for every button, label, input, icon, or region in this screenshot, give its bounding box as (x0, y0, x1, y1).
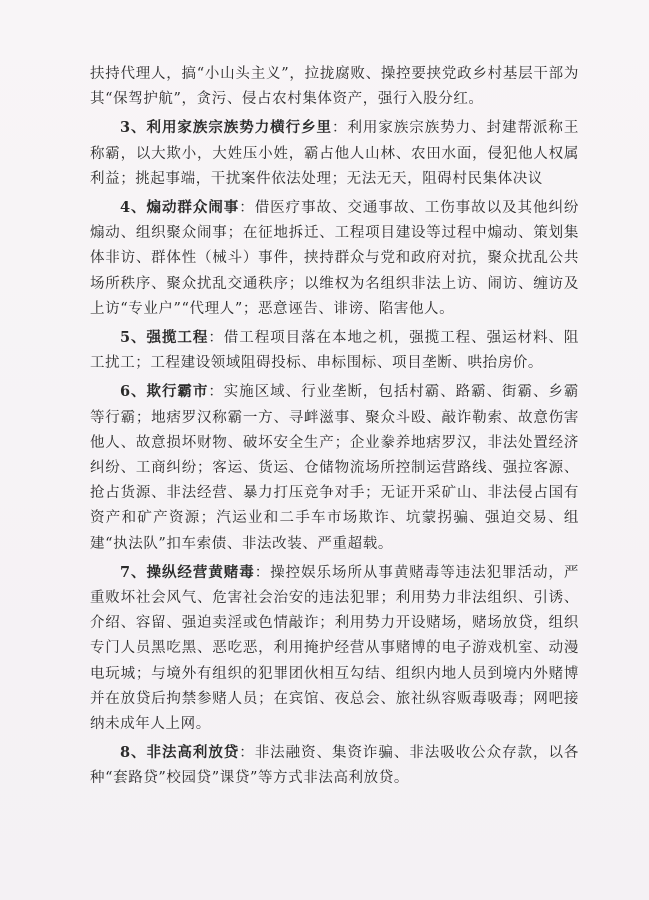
item-text: ：借医疗事故、交通事故、工伤事故以及其他纠纷煽动、组织聚众闹事；在征地拆迁、工程项目建设等过程中煽动、策划集体非访、群体性（械斗）事件，挟持群众与党和政府对抗，聚众扰乱公共场所秩序、聚众扰乱交通秩序；以维权为名组织非法上访、闹访、缠访及上访“专业户”“代理人”；恶意诬告、诽谤、陷害他人。 (90, 200, 579, 317)
item-heading: 4、煽动群众闹事 (120, 199, 240, 217)
paragraph-continuation (90, 62, 579, 112)
item-text: ：非法融资、集资诈骗、非法吸收公众存款，以各种“套路贷”校园贷”课贷”等方式非法高利放贷。 (90, 745, 579, 787)
paragraph-item-4 (90, 195, 579, 322)
item-heading: 7、操纵经营黄赌毒 (120, 563, 255, 581)
paragraph-text: 扶持代理人，搞“小山头主义”，拉拢腐败、操控要挟党政乡村基层干部为其“保驾护航”，贪污、侵占农村集体资产，强行入股分红。 (90, 66, 579, 108)
paragraph-item-5 (90, 325, 579, 376)
paragraph-item-7 (90, 560, 579, 737)
paragraph-item-8 (90, 740, 579, 791)
item-heading: 8、非法高利放贷 (120, 744, 240, 762)
item-text: ：利用家族宗族势力、封建帮派称王称霸，以大欺小，大姓压小姓，霸占他人山林、农田水面，侵犯他人权属利益；挑起事端，干扰案件依法处理；无法无天，阻碍村民集体决议 (90, 120, 579, 187)
item-heading: 5、强揽工程 (120, 329, 209, 347)
paragraph-item-3 (90, 115, 579, 192)
item-text: ：实施区域、行业垄断，包括村霸、路霸、街霸、乡霸等行霸；地痞罗汉称霸一方、寻衅滋事、聚众斗殴、敲诈勒索、故意伤害他人、故意损坏财物、破坏安全生产；企业豢养地痞罗汉，非法处置经济纠纷、工商纠纷；客运、货运、仓储物流场所控制运营路线、强拉客源、抢占货源、非法经营、暴力打压竞争对手；无证开采矿山、非法侵占国有资产和矿产资源；汽运业和二手车市场欺诈、坑蒙拐骗、强迫交易、组建“执法队”扣车索债、非法改装、严重超载。 (90, 384, 579, 552)
paragraph-item-6 (90, 379, 579, 556)
item-text: ：操控娱乐场所从事黄赌毒等违法犯罪活动，严重败坏社会风气、危害社会治安的违法犯罪；利用势力非法组织、引诱、介绍、容留、强迫卖淫或色情敲诈；利用势力开设赌场，赌场放贷，组织专门人员黑吃黑、恶吃恶，利用掩护经营从事赌博的电子游戏机室、动漫电玩城；与境外有组织的犯罪团伙相互勾结、组织内地人员到境内外赌博并在放贷后拘禁参赌人员；在宾馆、夜总会、旅社纵容贩毒吸毒；网吧接纳未成年人上网。 (90, 564, 579, 733)
item-text: ：借工程项目落在本地之机，强揽工程、强运材料、阻工扰工；工程建设领域阻碍投标、串标围标、项目垄断、哄抬房价。 (90, 330, 579, 372)
item-heading: 3、利用家族宗族势力横行乡里 (120, 119, 333, 137)
item-heading: 6、欺行霸市 (120, 383, 209, 401)
